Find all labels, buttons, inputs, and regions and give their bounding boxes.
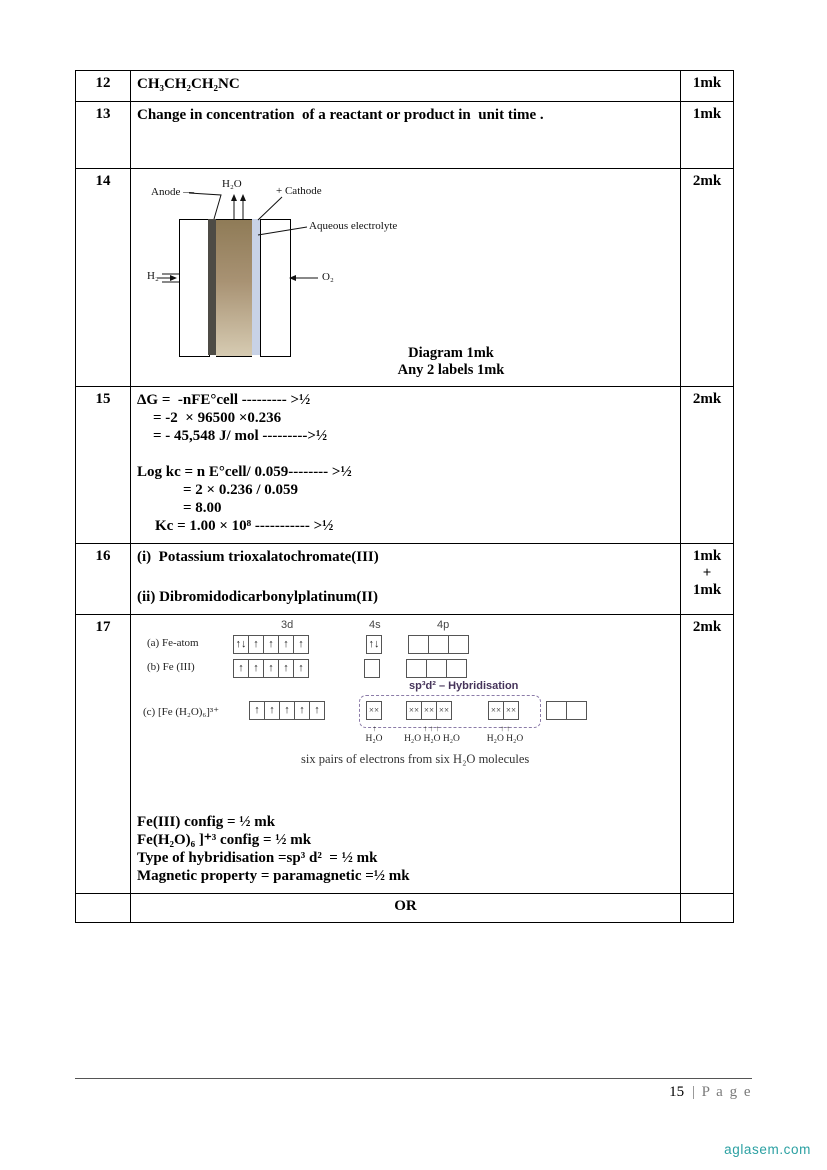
orbital-box: ×× xyxy=(436,701,452,720)
calc-line: = 8.00 xyxy=(183,500,222,516)
orbital-group-3d xyxy=(249,701,324,720)
marks-value: 2mk xyxy=(681,387,734,544)
orbital-box: ↑ xyxy=(263,659,279,678)
orbital-box: ↑ xyxy=(264,701,280,720)
orbital-box: ↑ xyxy=(249,701,265,720)
orbital-box: ↑ xyxy=(248,635,264,654)
calc-line: = 2 × 0.236 / 0.059 xyxy=(183,482,299,498)
cathode-leader-line xyxy=(258,197,282,220)
table-row-13 xyxy=(76,102,734,169)
answer-text: CH₃CH₂CH₂NC xyxy=(137,76,240,92)
note-line: Fe(III) config = ½ mk xyxy=(137,814,276,830)
donation-arrows: ↑ ↑ ↑ xyxy=(423,724,440,733)
marks-line: 1mk xyxy=(692,582,722,598)
footer-divider xyxy=(75,1078,752,1079)
orbital-box xyxy=(446,659,467,678)
calc-line: Log kc = n E°cell/ 0.059-------- >½ xyxy=(137,464,352,480)
table-row-16 xyxy=(76,544,734,615)
caption-line: Diagram 1mk xyxy=(408,345,494,361)
orbital-group-4p xyxy=(408,635,468,654)
or-separator: OR xyxy=(131,894,681,923)
orbital-group-4s xyxy=(366,635,381,654)
orbital-box xyxy=(546,701,567,720)
orbital-box: ↑↓ xyxy=(233,635,249,654)
question-number: 14 xyxy=(76,169,131,387)
orbital-box: ↑ xyxy=(278,659,294,678)
orbital-box xyxy=(408,635,429,654)
orbital-group-4s xyxy=(364,659,379,678)
orbital-group-empty-4d xyxy=(546,701,586,720)
question-number: 12 xyxy=(76,71,131,102)
note-line: Type of hybridisation =sp³ d² = ½ mk xyxy=(137,850,378,866)
orbital-header-4p: 4p xyxy=(437,619,450,631)
answer-table xyxy=(75,70,734,923)
orbital-header-3d: 3d xyxy=(281,619,294,631)
h2-label: H₂ xyxy=(147,270,159,282)
orbital-header-4s: 4s xyxy=(369,619,381,631)
marks-value: 1mk xyxy=(681,102,734,169)
orbital-box xyxy=(448,635,469,654)
diagram-marks-caption xyxy=(371,345,531,379)
orbital-box: ↑ xyxy=(293,635,309,654)
o2-label: O₂ xyxy=(322,271,334,283)
marks-value xyxy=(681,894,734,923)
orbital-box xyxy=(364,659,380,678)
calc-line: ΔG = -nFE°cell --------- >½ xyxy=(137,392,311,408)
marks-value: 2mk xyxy=(681,615,734,894)
calculation-block xyxy=(131,387,681,544)
hybridisation-label: sp³d² – Hybridisation xyxy=(409,680,519,692)
electrolyte-leader-line xyxy=(258,227,307,235)
orbital-box: ↑↓ xyxy=(366,635,382,654)
orbital-box: ↑ xyxy=(248,659,264,678)
table-row-or xyxy=(76,894,734,923)
orbital-box: ×× xyxy=(406,701,422,720)
calc-line: = -2 × 96500 ×0.236 xyxy=(153,410,282,426)
marking-notes xyxy=(137,813,674,885)
caption-line: Any 2 labels 1mk xyxy=(397,362,505,378)
orbital-box: ↑ xyxy=(309,701,325,720)
h2o-molecule-label: H₂O H₂O H₂O xyxy=(404,734,460,744)
orbital-box: ↑ xyxy=(233,659,249,678)
calc-line: Kc = 1.00 × 10⁸ ----------- >½ xyxy=(155,518,334,534)
orbital-row-a-label: (a) Fe-atom xyxy=(147,637,199,649)
question-number: 13 xyxy=(76,102,131,169)
fuel-cell-diagram xyxy=(146,173,566,378)
orbital-box: ↑ xyxy=(294,701,310,720)
donation-arrows: ↑ ↑ xyxy=(500,724,510,733)
orbital-group-donated-1 xyxy=(366,701,381,720)
orbital-box: ×× xyxy=(488,701,504,720)
watermark-link[interactable]: aglasem.com xyxy=(724,1142,811,1157)
orbital-row-c-label: (c) [Fe (H₂O)₆]³⁺ xyxy=(143,706,220,718)
orbital-box: ↑ xyxy=(278,635,294,654)
orbital-box: ↑ xyxy=(263,635,279,654)
h2o-molecule-label: H₂O H₂O xyxy=(486,734,524,744)
answer-text: Change in concentration of a reactant or product in unit time . xyxy=(137,107,544,123)
anode-label: Anode — xyxy=(151,186,195,198)
orbital-row-b-label: (b) Fe (III) xyxy=(147,661,195,673)
calc-line: = - 45,548 J/ mol --------->½ xyxy=(153,428,328,444)
marks-value: 2mk xyxy=(681,169,734,387)
orbital-group-4p xyxy=(406,659,466,678)
marks-line: + xyxy=(702,565,712,581)
orbital-box: ×× xyxy=(503,701,519,720)
cathode-sign: + xyxy=(276,185,283,197)
cathode-label-group xyxy=(276,185,322,197)
orbital-box xyxy=(426,659,447,678)
calc-line xyxy=(137,445,674,463)
electrolyte-label: Aqueous electrolyte xyxy=(309,220,398,232)
h2o-label: H₂O xyxy=(222,178,242,190)
orbital-group-3d xyxy=(233,659,308,678)
note-line: Magnetic property = paramagnetic =½ mk xyxy=(137,868,410,884)
orbital-box xyxy=(406,659,427,678)
orbital-box: ×× xyxy=(366,701,382,720)
page-number-footer xyxy=(669,1084,752,1101)
orbital-box: ↑ xyxy=(279,701,295,720)
marks-line: 1mk xyxy=(692,548,722,564)
donation-arrow: ↑ xyxy=(372,724,377,733)
answer-item: (ii) Dibromidodicarbonylplatinum(II) xyxy=(137,589,379,605)
orbital-group-donated-2 xyxy=(406,701,451,720)
marks-value xyxy=(681,544,734,615)
orbital-group-donated-3 xyxy=(488,701,518,720)
table-row-15 xyxy=(76,387,734,544)
note-line: Fe(H₂O)₆ ]⁺³ config = ½ mk xyxy=(137,832,312,848)
orbital-box: ×× xyxy=(421,701,437,720)
question-number xyxy=(76,894,131,923)
orbital-caption: six pairs of electrons from six H₂O molecules xyxy=(301,752,530,766)
question-number: 16 xyxy=(76,544,131,615)
marks-value: 1mk xyxy=(681,71,734,102)
orbital-box xyxy=(428,635,449,654)
table-row-14 xyxy=(76,169,734,387)
page-number: 15 xyxy=(669,1084,685,1100)
answer-item: (i) Potassium trioxalatochromate(III) xyxy=(137,549,379,565)
orbital-group-3d xyxy=(233,635,308,654)
orbital-diagram xyxy=(141,619,686,774)
orbital-box xyxy=(566,701,587,720)
orbital-box: ↑ xyxy=(293,659,309,678)
question-number: 17 xyxy=(76,615,131,894)
table-row-17 xyxy=(76,615,734,894)
page-label: | P a g e xyxy=(691,1084,752,1100)
table-row-12 xyxy=(76,71,734,102)
h2o-molecule-label: H₂O xyxy=(365,734,383,744)
cathode-label: Cathode xyxy=(284,185,322,197)
question-number: 15 xyxy=(76,387,131,544)
